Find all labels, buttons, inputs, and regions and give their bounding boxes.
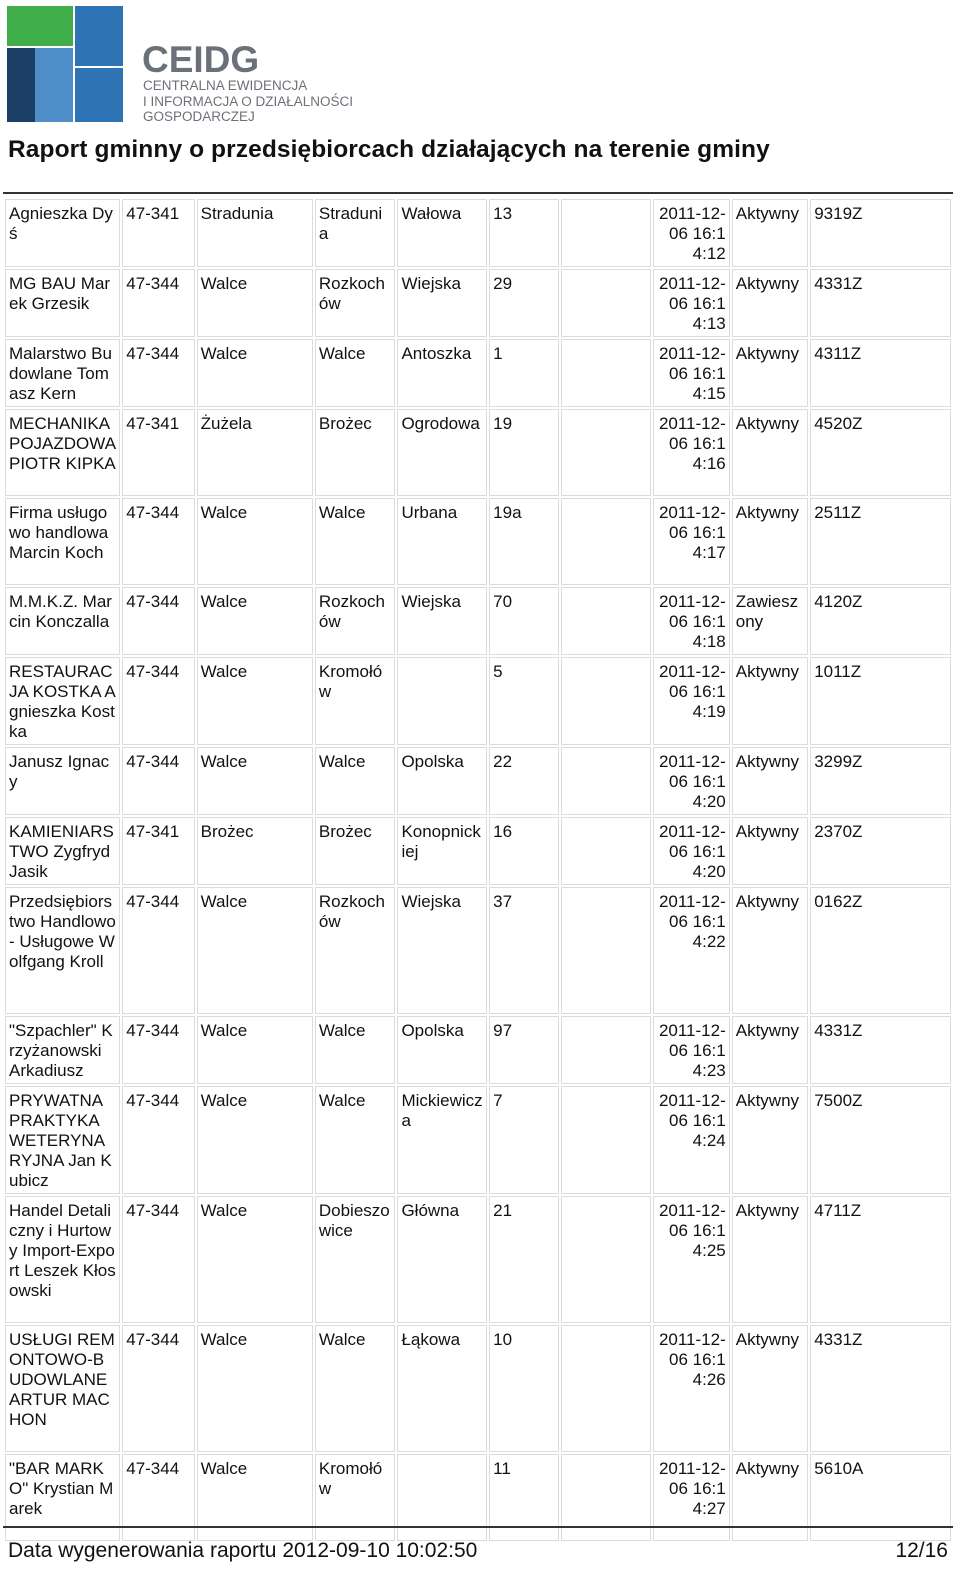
- cell-company-name: MG BAU Marek Grzesik: [5, 269, 120, 337]
- cell-street: Opolska: [397, 747, 487, 815]
- page-number: 12/16: [895, 1539, 948, 1562]
- table-row: [5, 817, 951, 885]
- cell-postal-code: 47-344: [122, 657, 194, 745]
- cell-town: Rozkochów: [315, 887, 396, 1014]
- cell-post-office: Żużela: [197, 409, 313, 496]
- cell-town: Walce: [315, 747, 396, 815]
- cell-post-office: Walce: [197, 747, 313, 815]
- logo-line-2: I INFORMACJA O DZIAŁALNOŚCI: [143, 94, 354, 109]
- cell-unit-number: [561, 747, 652, 815]
- cell-status: Aktywny: [732, 498, 808, 585]
- cell-post-office: Walce: [197, 1325, 313, 1452]
- cell-post-office: Walce: [197, 587, 313, 655]
- cell-status: Aktywny: [732, 817, 808, 885]
- cell-unit-number: [561, 1016, 652, 1084]
- cell-street: Opolska: [397, 1016, 487, 1084]
- cell-registered-date: 2011-12-06 16:14:13: [653, 269, 729, 337]
- cell-registered-date: 2011-12-06 16:14:17: [653, 498, 729, 585]
- cell-postal-code: 47-341: [122, 199, 194, 267]
- cell-unit-number: [561, 409, 652, 496]
- table-body: [5, 199, 951, 1541]
- generation-date: Data wygenerowania raportu 2012-09-10 10:02:50: [8, 1539, 478, 1562]
- cell-postal-code: 47-344: [122, 587, 194, 655]
- cell-status: Zawieszony: [732, 587, 808, 655]
- cell-street: Urbana: [397, 498, 487, 585]
- cell-postal-code: 47-344: [122, 1086, 194, 1194]
- cell-pkd-code: 4120Z: [810, 587, 951, 655]
- cell-pkd-code: 4311Z: [810, 339, 951, 407]
- logo-block-blue-top: [75, 6, 123, 66]
- cell-status: Aktywny: [732, 1325, 808, 1452]
- cell-town: Walce: [315, 1086, 396, 1194]
- cell-town: Walce: [315, 498, 396, 585]
- cell-registered-date: 2011-12-06 16:14:12: [653, 199, 729, 267]
- table-row: [5, 1086, 951, 1194]
- cell-company-name: "BAR MARKO" Krystian Marek: [5, 1454, 120, 1541]
- cell-status: Aktywny: [732, 1196, 808, 1323]
- report-title: Raport gminny o przedsiębiorcach działających na terenie gminy: [8, 136, 770, 163]
- cell-status: Aktywny: [732, 1086, 808, 1194]
- cell-street: Główna: [397, 1196, 487, 1323]
- cell-registered-date: 2011-12-06 16:14:25: [653, 1196, 729, 1323]
- cell-pkd-code: 4331Z: [810, 1325, 951, 1452]
- cell-unit-number: [561, 498, 652, 585]
- cell-street: Wiejska: [397, 269, 487, 337]
- cell-pkd-code: 4711Z: [810, 1196, 951, 1323]
- cell-post-office: Walce: [197, 339, 313, 407]
- cell-postal-code: 47-344: [122, 339, 194, 407]
- logo-block-green: [7, 6, 73, 46]
- cell-company-name: Przedsiębiorstwo Handlowo - Usługowe Wolfgang Kroll: [5, 887, 120, 1014]
- cell-post-office: Walce: [197, 1196, 313, 1323]
- cell-company-name: Malarstwo Budowlane Tomasz Kern: [5, 339, 120, 407]
- cell-registered-date: 2011-12-06 16:14:26: [653, 1325, 729, 1452]
- cell-post-office: Walce: [197, 269, 313, 337]
- table-row: [5, 1016, 951, 1084]
- cell-street: Wiejska: [397, 587, 487, 655]
- cell-town: Brożec: [315, 409, 396, 496]
- cell-building-number: 16: [489, 817, 558, 885]
- cell-postal-code: 47-344: [122, 1325, 194, 1452]
- cell-pkd-code: 7500Z: [810, 1086, 951, 1194]
- cell-registered-date: 2011-12-06 16:14:19: [653, 657, 729, 745]
- cell-registered-date: 2011-12-06 16:14:22: [653, 887, 729, 1014]
- cell-postal-code: 47-344: [122, 887, 194, 1014]
- cell-company-name: Agnieszka Dyś: [5, 199, 120, 267]
- cell-street: Mickiewicza: [397, 1086, 487, 1194]
- companies-table: [3, 197, 953, 1543]
- cell-street: Ogrodowa: [397, 409, 487, 496]
- table-row: [5, 339, 951, 407]
- cell-company-name: M.M.K.Z. Marcin Konczalla: [5, 587, 120, 655]
- cell-post-office: Walce: [197, 887, 313, 1014]
- cell-street: Wiejska: [397, 887, 487, 1014]
- logo-line-3: GOSPODARCZEJ: [143, 109, 255, 124]
- cell-street: Konopnickiej: [397, 817, 487, 885]
- cell-postal-code: 47-341: [122, 817, 194, 885]
- cell-company-name: Handel Detaliczny i Hurtowy Import-Export Leszek Kłosowski: [5, 1196, 120, 1323]
- cell-building-number: 5: [489, 657, 558, 745]
- cell-building-number: 21: [489, 1196, 558, 1323]
- cell-building-number: 70: [489, 587, 558, 655]
- cell-building-number: 22: [489, 747, 558, 815]
- cell-building-number: 19: [489, 409, 558, 496]
- cell-postal-code: 47-344: [122, 1196, 194, 1323]
- cell-unit-number: [561, 1086, 652, 1194]
- cell-unit-number: [561, 587, 652, 655]
- cell-status: Aktywny: [732, 1454, 808, 1541]
- header-divider: [3, 192, 953, 194]
- table-row: [5, 498, 951, 585]
- cell-status: Aktywny: [732, 199, 808, 267]
- cell-status: Aktywny: [732, 887, 808, 1014]
- cell-registered-date: 2011-12-06 16:14:24: [653, 1086, 729, 1194]
- cell-pkd-code: 5610A: [810, 1454, 951, 1541]
- cell-pkd-code: 9319Z: [810, 199, 951, 267]
- cell-post-office: Walce: [197, 657, 313, 745]
- cell-status: Aktywny: [732, 657, 808, 745]
- logo-block-blue-bottom: [75, 68, 123, 122]
- cell-town: Dobieszowice: [315, 1196, 396, 1323]
- cell-registered-date: 2011-12-06 16:14:18: [653, 587, 729, 655]
- ceidg-logo: [5, 4, 375, 126]
- table-row: [5, 409, 951, 496]
- cell-building-number: 13: [489, 199, 558, 267]
- footer-divider: [3, 1526, 953, 1528]
- cell-pkd-code: 0162Z: [810, 887, 951, 1014]
- logo-line-1: CENTRALNA EWIDENCJA: [143, 78, 308, 93]
- cell-town: Brożec: [315, 817, 396, 885]
- logo-block-light: [35, 48, 73, 122]
- table-row: [5, 657, 951, 745]
- cell-building-number: 37: [489, 887, 558, 1014]
- cell-registered-date: 2011-12-06 16:14:20: [653, 817, 729, 885]
- cell-company-name: RESTAURACJA KOSTKA Agnieszka Kostka: [5, 657, 120, 745]
- cell-pkd-code: 2370Z: [810, 817, 951, 885]
- cell-status: Aktywny: [732, 747, 808, 815]
- cell-unit-number: [561, 199, 652, 267]
- cell-town: Walce: [315, 1016, 396, 1084]
- cell-registered-date: 2011-12-06 16:14:16: [653, 409, 729, 496]
- cell-pkd-code: 4331Z: [810, 269, 951, 337]
- cell-company-name: KAMIENIARSTWO Zygfryd Jasik: [5, 817, 120, 885]
- cell-registered-date: 2011-12-06 16:14:15: [653, 339, 729, 407]
- table-row: [5, 887, 951, 1014]
- cell-town: Kromołów: [315, 657, 396, 745]
- cell-postal-code: 47-344: [122, 498, 194, 585]
- table-row: [5, 747, 951, 815]
- cell-unit-number: [561, 817, 652, 885]
- cell-status: Aktywny: [732, 409, 808, 496]
- cell-post-office: Walce: [197, 1016, 313, 1084]
- cell-registered-date: 2011-12-06 16:14:20: [653, 747, 729, 815]
- cell-status: Aktywny: [732, 1016, 808, 1084]
- table-row: [5, 587, 951, 655]
- cell-pkd-code: 2511Z: [810, 498, 951, 585]
- cell-town: Walce: [315, 339, 396, 407]
- cell-pkd-code: 4520Z: [810, 409, 951, 496]
- cell-building-number: 19a: [489, 498, 558, 585]
- table-row: [5, 1325, 951, 1452]
- cell-company-name: USŁUGI REMONTOWO-BUDOWLANE ARTUR MACHON: [5, 1325, 120, 1452]
- cell-registered-date: 2011-12-06 16:14:23: [653, 1016, 729, 1084]
- cell-post-office: Walce: [197, 1454, 313, 1541]
- cell-postal-code: 47-344: [122, 269, 194, 337]
- cell-street: Wałowa: [397, 199, 487, 267]
- cell-post-office: Stradunia: [197, 199, 313, 267]
- cell-unit-number: [561, 339, 652, 407]
- cell-building-number: 10: [489, 1325, 558, 1452]
- cell-unit-number: [561, 657, 652, 745]
- table-row: [5, 269, 951, 337]
- cell-town: Walce: [315, 1325, 396, 1452]
- cell-unit-number: [561, 1325, 652, 1452]
- cell-post-office: Walce: [197, 1086, 313, 1194]
- cell-town: Rozkochów: [315, 587, 396, 655]
- cell-post-office: Brożec: [197, 817, 313, 885]
- cell-status: Aktywny: [732, 269, 808, 337]
- cell-street: Antoszka: [397, 339, 487, 407]
- cell-building-number: 1: [489, 339, 558, 407]
- cell-pkd-code: 3299Z: [810, 747, 951, 815]
- cell-unit-number: [561, 269, 652, 337]
- cell-registered-date: 2011-12-06 16:14:27: [653, 1454, 729, 1541]
- logo-brand: CEIDG: [142, 39, 260, 80]
- cell-company-name: Janusz Ignacy: [5, 747, 120, 815]
- cell-building-number: 97: [489, 1016, 558, 1084]
- cell-post-office: Walce: [197, 498, 313, 585]
- cell-building-number: 29: [489, 269, 558, 337]
- cell-town: Stradunia: [315, 199, 396, 267]
- cell-postal-code: 47-344: [122, 747, 194, 815]
- cell-postal-code: 47-344: [122, 1454, 194, 1541]
- cell-unit-number: [561, 1196, 652, 1323]
- cell-pkd-code: 1011Z: [810, 657, 951, 745]
- table-row: [5, 199, 951, 267]
- cell-company-name: Firma usługowo handlowa Marcin Koch: [5, 498, 120, 585]
- cell-town: Rozkochów: [315, 269, 396, 337]
- cell-town: Kromołów: [315, 1454, 396, 1541]
- cell-postal-code: 47-341: [122, 409, 194, 496]
- table-row: [5, 1196, 951, 1323]
- cell-company-name: "Szpachler" Krzyżanowski Arkadiusz: [5, 1016, 120, 1084]
- cell-street: [397, 657, 487, 745]
- cell-pkd-code: 4331Z: [810, 1016, 951, 1084]
- cell-company-name: PRYWATNA PRAKTYKA WETERYNARYJNA Jan Kubicz: [5, 1086, 120, 1194]
- cell-company-name: MECHANIKA POJAZDOWA PIOTR KIPKA: [5, 409, 120, 496]
- cell-status: Aktywny: [732, 339, 808, 407]
- cell-unit-number: [561, 887, 652, 1014]
- cell-building-number: 7: [489, 1086, 558, 1194]
- cell-building-number: 11: [489, 1454, 558, 1541]
- cell-street: Łąkowa: [397, 1325, 487, 1452]
- cell-postal-code: 47-344: [122, 1016, 194, 1084]
